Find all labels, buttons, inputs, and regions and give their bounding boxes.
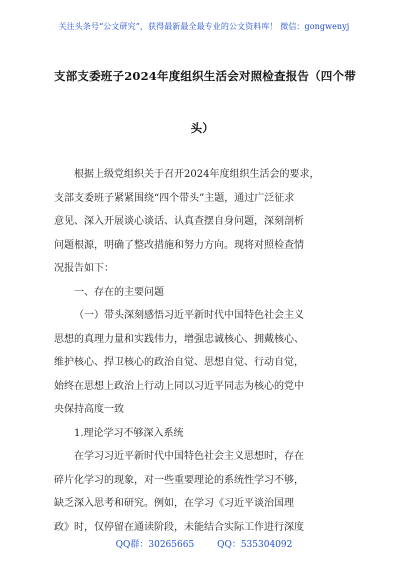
intro-paragraph bbox=[54, 163, 358, 281]
document-title-line2: 头） bbox=[190, 121, 214, 135]
section-heading-text: 一、存在的主要问题 bbox=[74, 286, 164, 298]
body-line: 维护核心、捍卫核心的政治自觉、思想自觉、行动自觉， bbox=[54, 357, 304, 368]
body-line: 支部支委班子紧紧围绕“四个带头”主题，通过广泛征求 bbox=[54, 192, 295, 204]
body-line: 问题根源，明确了整改措施和努力方向。现将对照检查情 bbox=[54, 239, 304, 251]
body-line: 缺乏深入思考和研究。例如，在学习《习近平谈治国理 bbox=[54, 498, 294, 509]
footer-qq-group: QQ群：30265665 bbox=[115, 540, 195, 550]
body-line: 碎片化学习的现象，对一些重要理论的系统性学习不够， bbox=[54, 474, 304, 486]
subsection-paragraph bbox=[54, 304, 358, 422]
item-paragraph bbox=[54, 445, 358, 539]
footer-contact bbox=[0, 537, 408, 550]
section-heading bbox=[54, 281, 358, 305]
item-heading bbox=[54, 422, 358, 446]
body-line: 况报告如下： bbox=[54, 263, 114, 274]
document-body bbox=[54, 163, 358, 539]
body-line: 央保持高度一致 bbox=[54, 404, 124, 415]
item-heading-text: 1.理论学习不够深入系统 bbox=[74, 427, 184, 439]
body-line: 意见、深入开展谈心谈话、认真查摆自身问题，深刻剖析 bbox=[54, 216, 304, 227]
body-line: 在学习习近平新时代中国特色社会主义思想时，存在 bbox=[74, 451, 304, 462]
body-line: 政》时，仅停留在通读阶段，未能结合实际工作进行深度 bbox=[54, 521, 304, 533]
body-line: 始终在思想上政治上行动上同以习近平同志为核心的党中 bbox=[54, 380, 304, 392]
footer-qq-number: QQ：535304092 bbox=[217, 540, 293, 550]
document-title-line1: 支部支委班子2024年度组织生活会对照检查报告（四个带 bbox=[54, 69, 356, 83]
body-line: 思想的真理力量和实践伟力，增强忠诚核心、拥戴核心、 bbox=[54, 333, 304, 345]
body-line: 根据上级党组织关于召开2024年度组织生活会的要求， bbox=[74, 169, 320, 180]
header-note: 关注头条号“公文研究”，获得最新最全最专业的公文资料库！ 微信：gongwenyj bbox=[58, 22, 350, 31]
body-line: （一）带头深刻感悟习近平新时代中国特色社会主义 bbox=[74, 310, 304, 321]
